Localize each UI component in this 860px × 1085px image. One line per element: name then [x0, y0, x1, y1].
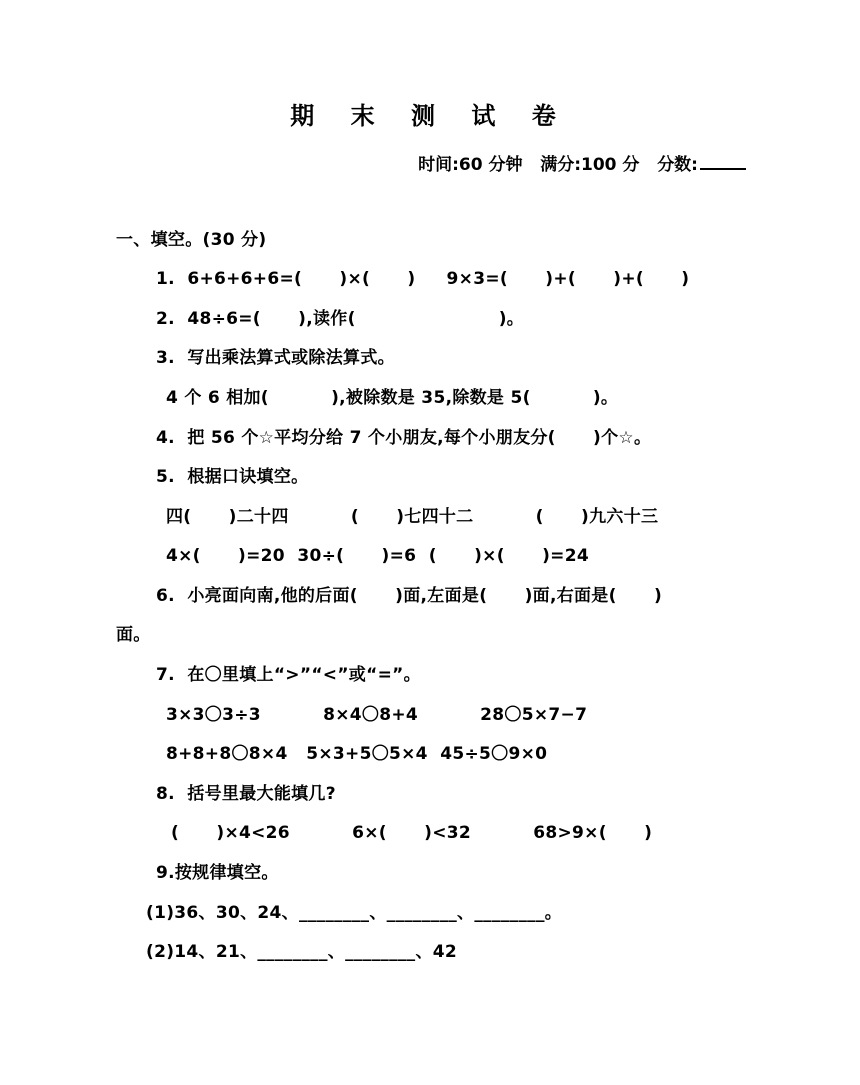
section-heading: 一、填空。(30 分)	[116, 230, 267, 250]
question-9-part-1: (1)36、30、24、________、________、________。	[146, 903, 563, 923]
question-8-items: ( )×4<26 6×( )<32 68>9×( )	[171, 823, 653, 843]
question-5-row-1: 四( )二十四 ( )七四十二 ( )九六十三	[166, 507, 659, 527]
question-5: 5. 根据口诀填空。	[156, 467, 309, 487]
question-1: 1. 6+6+6+6=( )×( ) 9×3=( )+( )+( )	[156, 269, 690, 289]
score-label: 分数:	[657, 155, 698, 175]
page-title: 期 末 测 试 卷	[290, 101, 570, 130]
question-7: 7. 在〇里填上“>”“<”或“=”。	[156, 665, 421, 685]
full-score: 满分:100 分	[540, 155, 640, 175]
question-7-row-1: 3×3〇3÷3 8×4〇8+4 28〇5×7−7	[166, 705, 588, 725]
question-6: 6. 小亮面向南,他的后面( )面,左面是( )面,右面是( )	[156, 586, 663, 606]
question-5-row-2: 4×( )=20 30÷( )=6 ( )×( )=24	[166, 546, 589, 566]
time-limit: 时间:60 分钟	[418, 155, 523, 175]
question-4: 4. 把 56 个☆平均分给 7 个小朋友,每个小朋友分( )个☆。	[156, 428, 652, 448]
question-3-items: 4 个 6 相加( ),被除数是 35,除数是 5( )。	[166, 388, 619, 408]
question-9-part-2: (2)14、21、________、________、42	[146, 942, 458, 962]
question-6-continued: 面。	[116, 625, 151, 645]
question-7-row-2: 8+8+8〇8×4 5×3+5〇5×4 45÷5〇9×0	[166, 744, 548, 764]
question-8: 8. 括号里最大能填几?	[156, 784, 336, 804]
question-9: 9.按规律填空。	[156, 863, 279, 883]
exam-meta	[418, 150, 746, 175]
score-blank[interactable]	[700, 152, 746, 170]
question-3: 3. 写出乘法算式或除法算式。	[156, 348, 395, 368]
question-2: 2. 48÷6=( ),读作( )。	[156, 309, 525, 329]
